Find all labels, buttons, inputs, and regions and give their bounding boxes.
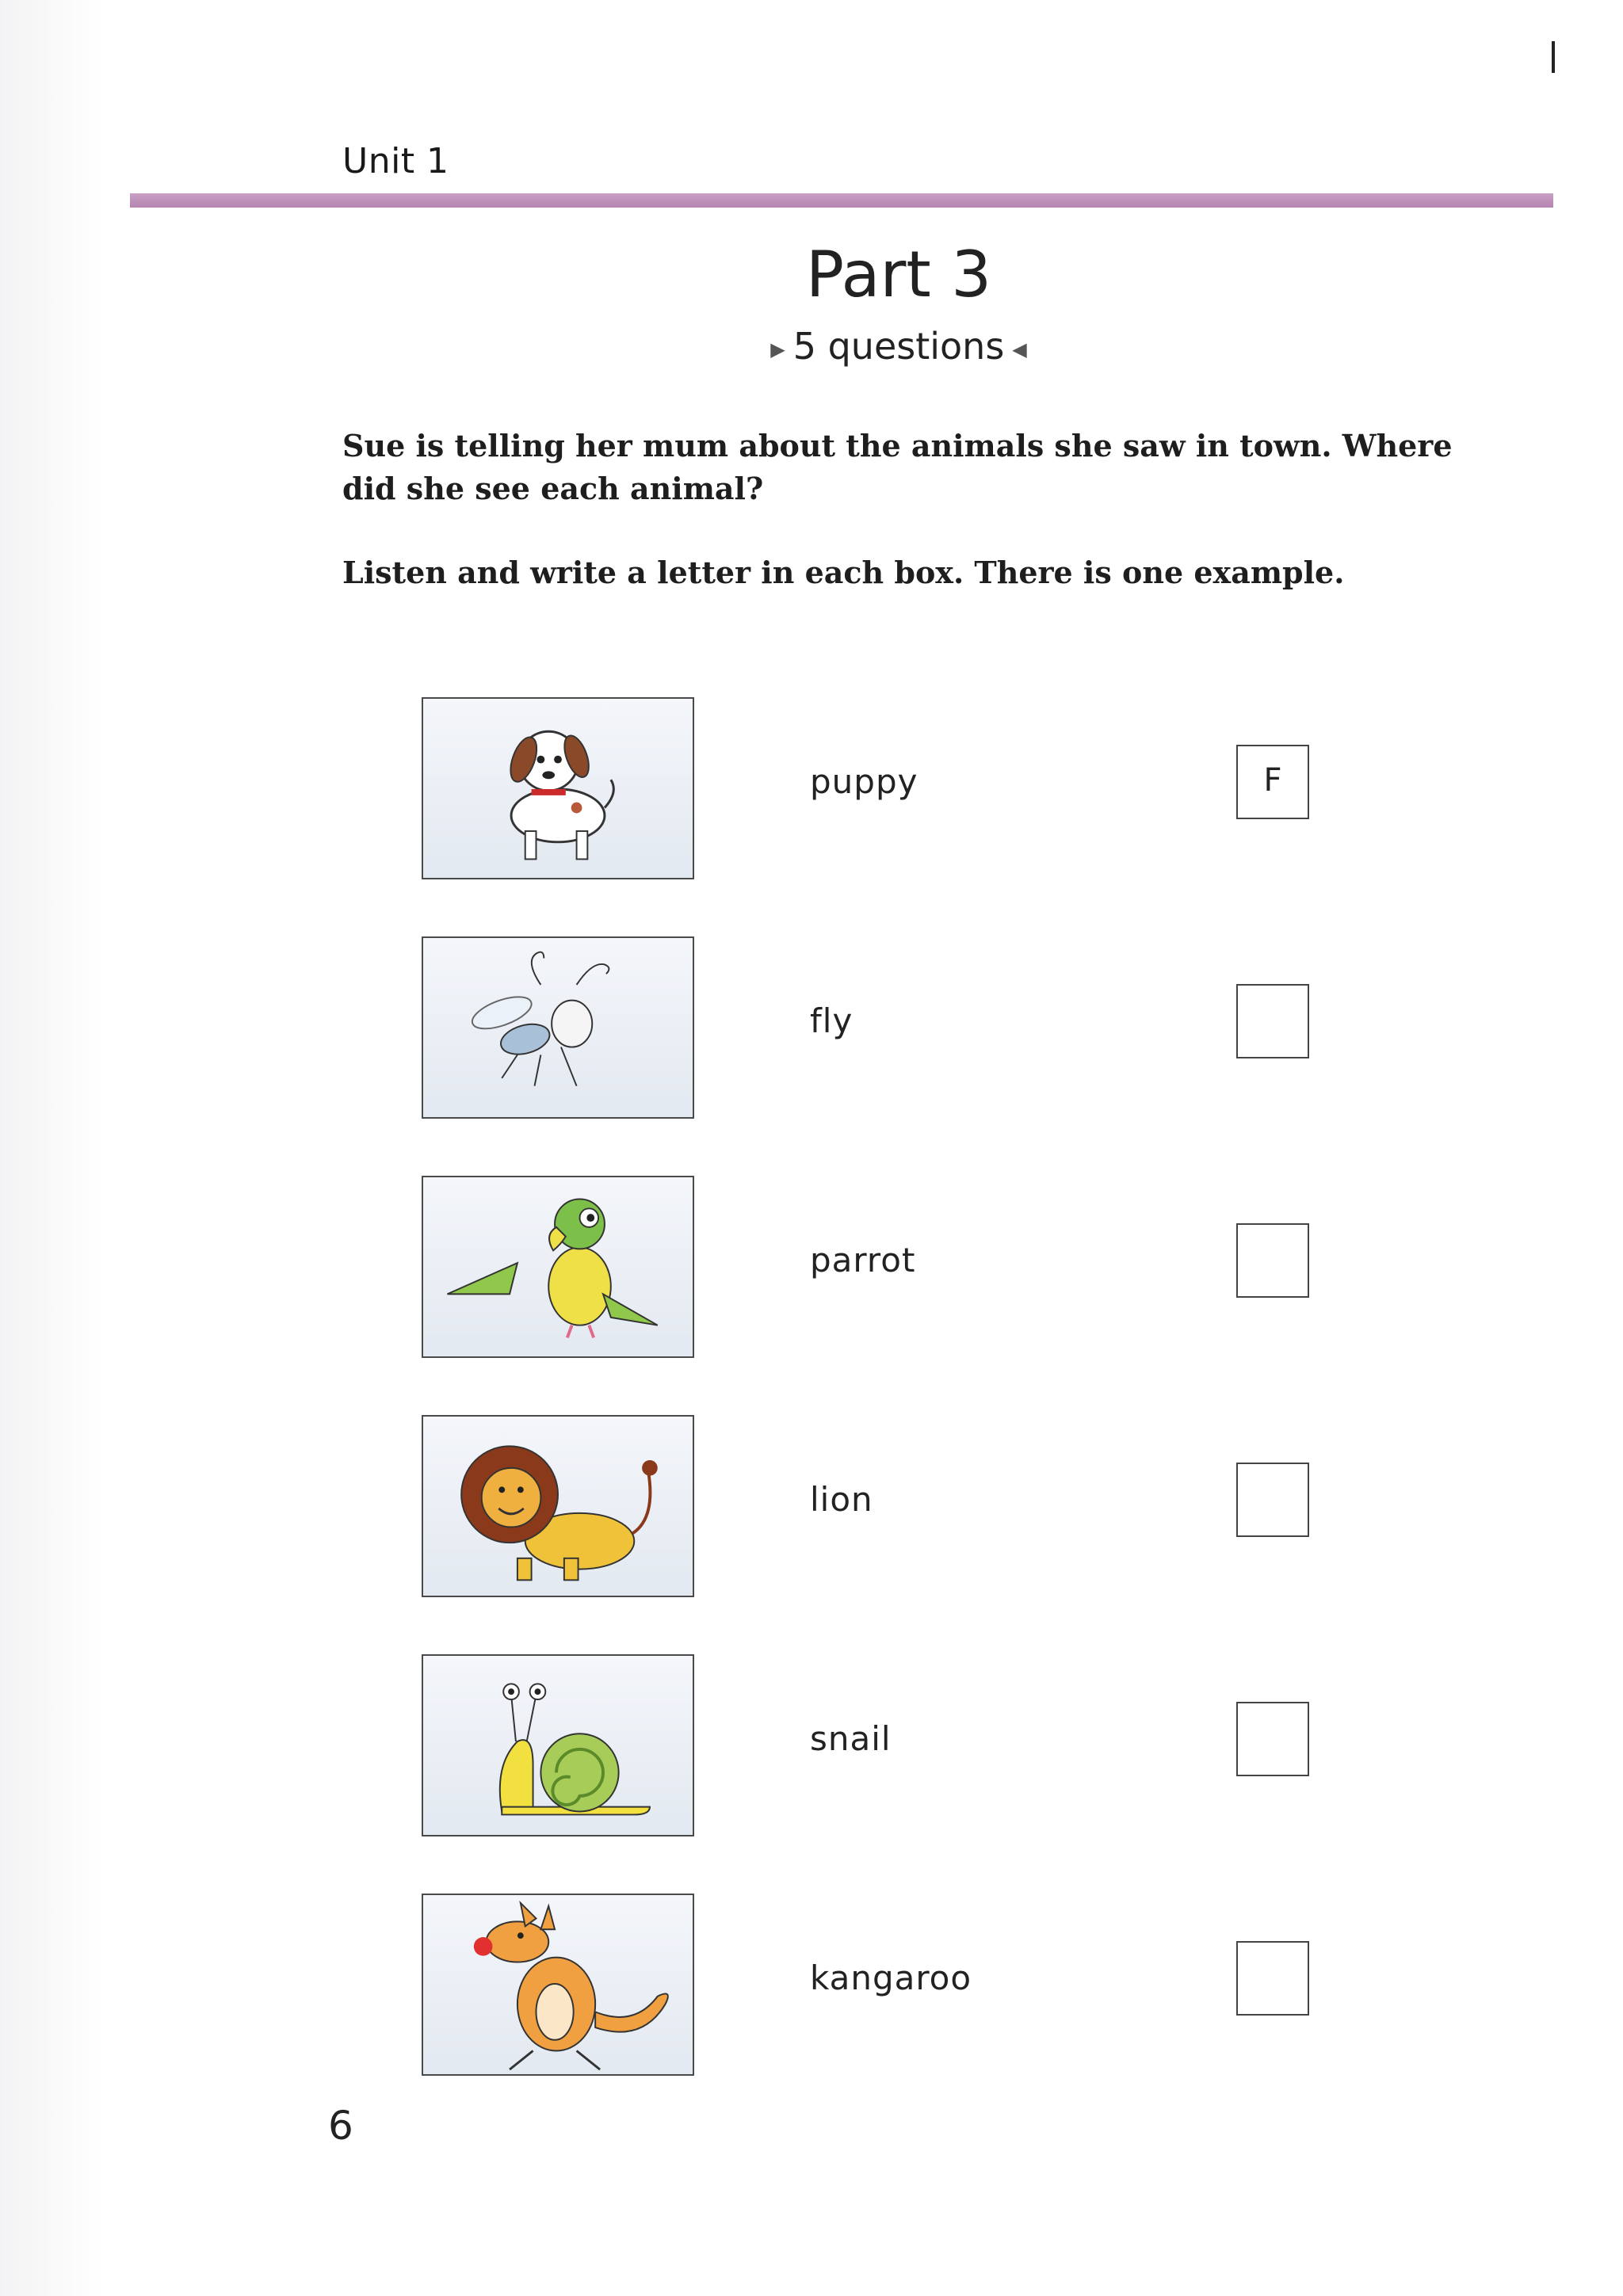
animal-word: fly: [810, 1001, 854, 1040]
animal-word: kangaroo: [810, 1958, 972, 1997]
instruction-task: Listen and write a letter in each box. There is one example.: [342, 555, 1345, 590]
answer-box[interactable]: [1236, 1702, 1309, 1776]
question-row: [0, 697, 1623, 887]
parrot-illustration: [422, 1176, 694, 1358]
answer-box[interactable]: [1236, 1941, 1309, 2016]
triangle-right-icon: ▶: [770, 338, 785, 360]
triangle-left-icon: ◀: [1012, 338, 1027, 360]
animal-word: snail: [810, 1719, 892, 1758]
puppy-illustration: [422, 697, 694, 879]
animal-word: lion: [810, 1480, 873, 1519]
fly-illustration: [422, 936, 694, 1119]
animal-word: puppy: [810, 762, 918, 801]
lion-illustration: [422, 1415, 694, 1597]
unit-label: Unit 1: [342, 141, 449, 181]
question-row: [0, 936, 1623, 1127]
question-row: [0, 1415, 1623, 1605]
page-number: 6: [328, 2103, 353, 2149]
answer-box[interactable]: [1236, 1463, 1309, 1537]
header-rule: [130, 193, 1553, 208]
question-row: [0, 1894, 1623, 2084]
question-row: [0, 1176, 1623, 1366]
answer-box[interactable]: [1236, 984, 1309, 1058]
part-title: Part 3: [805, 238, 992, 311]
animal-word: parrot: [810, 1241, 916, 1280]
answer-box[interactable]: [1236, 1223, 1309, 1298]
answer-box[interactable]: F: [1236, 745, 1309, 819]
snail-illustration: [422, 1654, 694, 1836]
corner-mark: [1552, 41, 1555, 73]
subtitle-text: 5 questions: [792, 325, 1005, 368]
question-row: [0, 1654, 1623, 1844]
instruction-context: Sue is telling her mum about the animals she saw in town. Where did she see each animal?: [342, 428, 1453, 506]
questions-subtitle: [0, 325, 1623, 368]
kangaroo-illustration: [422, 1894, 694, 2076]
